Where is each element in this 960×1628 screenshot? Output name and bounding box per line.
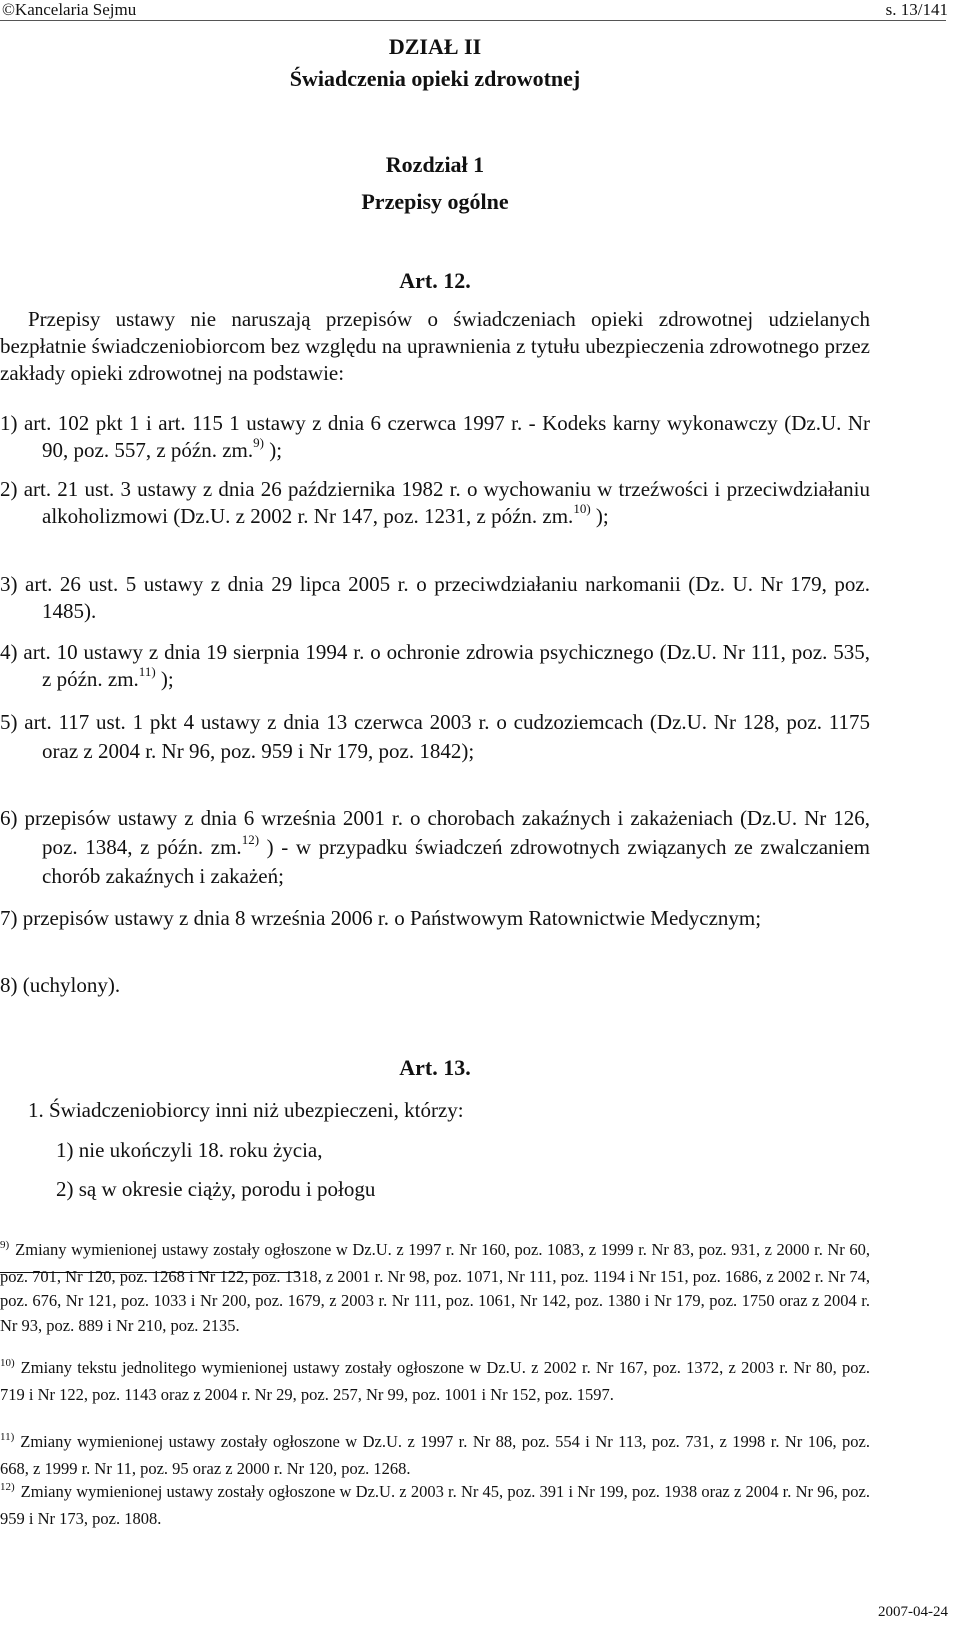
item-7-text: 7) przepisów ustawy z dnia 8 września 2006 r. o Państwowym Ratownictwie Medycznym; — [0, 906, 762, 930]
footnote-9 — [0, 1238, 870, 1338]
footer-date: 2007-04-24 — [878, 1604, 948, 1620]
footnote-number: 9) — [0, 1239, 10, 1251]
footnote-11 — [0, 1430, 870, 1481]
footnote-number: 12) — [0, 1481, 15, 1493]
item-1-text: 1) art. 102 pkt 1 i art. 115 1 ustawy z dnia 6 czerwca 1997 r. - Kodeks karny wykonawczy (Dz.U. Nr 90, poz. 557, z późn. zm. — [0, 411, 870, 462]
item-1-tail: ); — [263, 438, 283, 462]
footnote-text: Zmiany tekstu jednolitego wymienionej ustawy zostały ogłoszone w Dz.U. z 2002 r. Nr 167, poz. 1372, z 2003 r. Nr 80, poz. 719 i Nr 122, poz. 1143 oraz z 2004 r. Nr 29, poz. 257, Nr 99, poz. 1001 i Nr 152, poz. 1597. — [0, 1358, 870, 1404]
article-13-heading: Art. 13. — [399, 1055, 471, 1080]
footnote-12 — [0, 1480, 870, 1531]
item-6-tail: ) - w przypadku świadczeń zdrowotnych związanych ze zwalczaniem chorób zakaźnych i zakażeń; — [42, 835, 871, 888]
footnote-text: Zmiany wymienionej ustawy zostały ogłoszone w Dz.U. z 1997 r. Nr 88, poz. 554 i Nr 113, poz. 731, z 1998 r. Nr 106, poz. 668, z 1999 r. Nr 11, poz. 95 oraz z 2000 r. Nr 120, poz. 1268. — [0, 1432, 870, 1478]
header-publisher: ©Kancelaria Sejmu — [2, 0, 137, 19]
article-12-intro: Przepisy ustawy nie naruszają przepisów o świadczeniach opieki zdrowotnej udzielanych bezpłatnie świadczeniobiorcom bez względu na uprawnienia z tytułu ubezpieczenia zdrowotnego przez zakłady opieki zdrowotnej na podstawie: — [0, 307, 870, 385]
footnote-ref-9: 9) — [253, 435, 264, 450]
footnote-number: 11) — [0, 1431, 15, 1443]
footnote-ref-10: 10) — [573, 501, 591, 516]
article-12-item-6 — [0, 804, 871, 891]
article-12-heading: Art. 12. — [399, 268, 471, 293]
chapter-subtitle: Przepisy ogólne — [361, 189, 509, 214]
chapter-title: Rozdział 1 — [385, 152, 485, 177]
article-12-item-7 — [0, 904, 870, 933]
section-subtitle: Świadczenia opieki zdrowotnej — [289, 66, 581, 91]
item-6-text: 6) przepisów ustawy z dnia 6 września 2001 r. o chorobach zakaźnych i zakażeniach (Dz.U. Nr 126, poz. 1384, z późn. zm. — [0, 806, 870, 859]
article-12-item-2 — [0, 476, 870, 530]
article-12-item-1 — [0, 410, 870, 464]
section-title: DZIAŁ II — [388, 34, 482, 59]
article-12-item-5 — [0, 708, 870, 766]
item-8-text: 8) (uchylony). — [0, 973, 121, 997]
article-13-item-2: 2) są w okresie ciąży, porodu i połogu — [56, 1177, 376, 1201]
article-13-item-1: 1) nie ukończyli 18. roku życia, — [56, 1138, 323, 1162]
footnote-ref-11: 11) — [138, 664, 156, 679]
footnote-text: Zmiany wymienionej ustawy zostały ogłoszone w Dz.U. z 1997 r. Nr 160, poz. 1083, z 1999 r. Nr 83, poz. 931, z 2000 r. Nr 60, poz. 701, Nr 120, poz. 1268 i Nr 122, poz. 1318, z 2001 r. Nr 98, poz. 1071, Nr 111, poz. 1194 i Nr 151, poz. 1686, z 2002 r. Nr 74, poz. 676, Nr 121, poz. 1033 i Nr 200, poz. 1679, z 2003 r. Nr 111, poz. 1061, Nr 142, poz. 1380 i Nr 179, poz. 1750 oraz z 2004 r. Nr 93, poz. 889 i Nr 210, poz. 2135. — [0, 1240, 870, 1335]
footnote-10 — [0, 1356, 870, 1407]
item-4-tail: ); — [155, 667, 174, 691]
footnote-text: Zmiany wymienionej ustawy zostały ogłoszone w Dz.U. z 2003 r. Nr 45, poz. 391 i Nr 199, poz. 1938 oraz z 2004 r. Nr 96, poz. 959 i Nr 173, poz. 1808. — [0, 1482, 870, 1528]
item-2-tail: ); — [590, 504, 609, 528]
item-5-text: 5) art. 117 ust. 1 pkt 4 ustawy z dnia 13 czerwca 2003 r. o cudzoziemcach (Dz.U. Nr 128, poz. 1175 oraz z 2004 r. Nr 96, poz. 959 i Nr 179, poz. 1842); — [0, 710, 870, 763]
header-page-number: s. 13/141 — [885, 0, 948, 19]
footnote-number: 10) — [0, 1357, 15, 1369]
item-2-text: 2) art. 21 ust. 3 ustawy z dnia 26 października 1982 r. o wychowaniu w trzeźwości i przeciwdziałaniu alkoholizmowi (Dz.U. z 2002 r. Nr 147, poz. 1231, z późn. zm. — [0, 477, 870, 528]
header-divider — [0, 20, 946, 21]
footnote-ref-12: 12) — [241, 832, 260, 847]
article-12-item-3 — [0, 571, 870, 625]
article-12-item-8 — [0, 972, 870, 999]
item-3-text: 3) art. 26 ust. 5 ustawy z dnia 29 lipca 2005 r. o przeciwdziałaniu narkomanii (Dz. U. Nr 179, poz. 1485). — [0, 572, 870, 623]
article-12-item-4 — [0, 639, 870, 693]
article-13-intro: 1. Świadczeniobiorcy inni niż ubezpieczeni, którzy: — [28, 1098, 464, 1122]
item-4-text: 4) art. 10 ustawy z dnia 19 sierpnia 1994 r. o ochronie zdrowia psychicznego (Dz.U. Nr 111, poz. 535, z późn. zm. — [0, 640, 870, 691]
